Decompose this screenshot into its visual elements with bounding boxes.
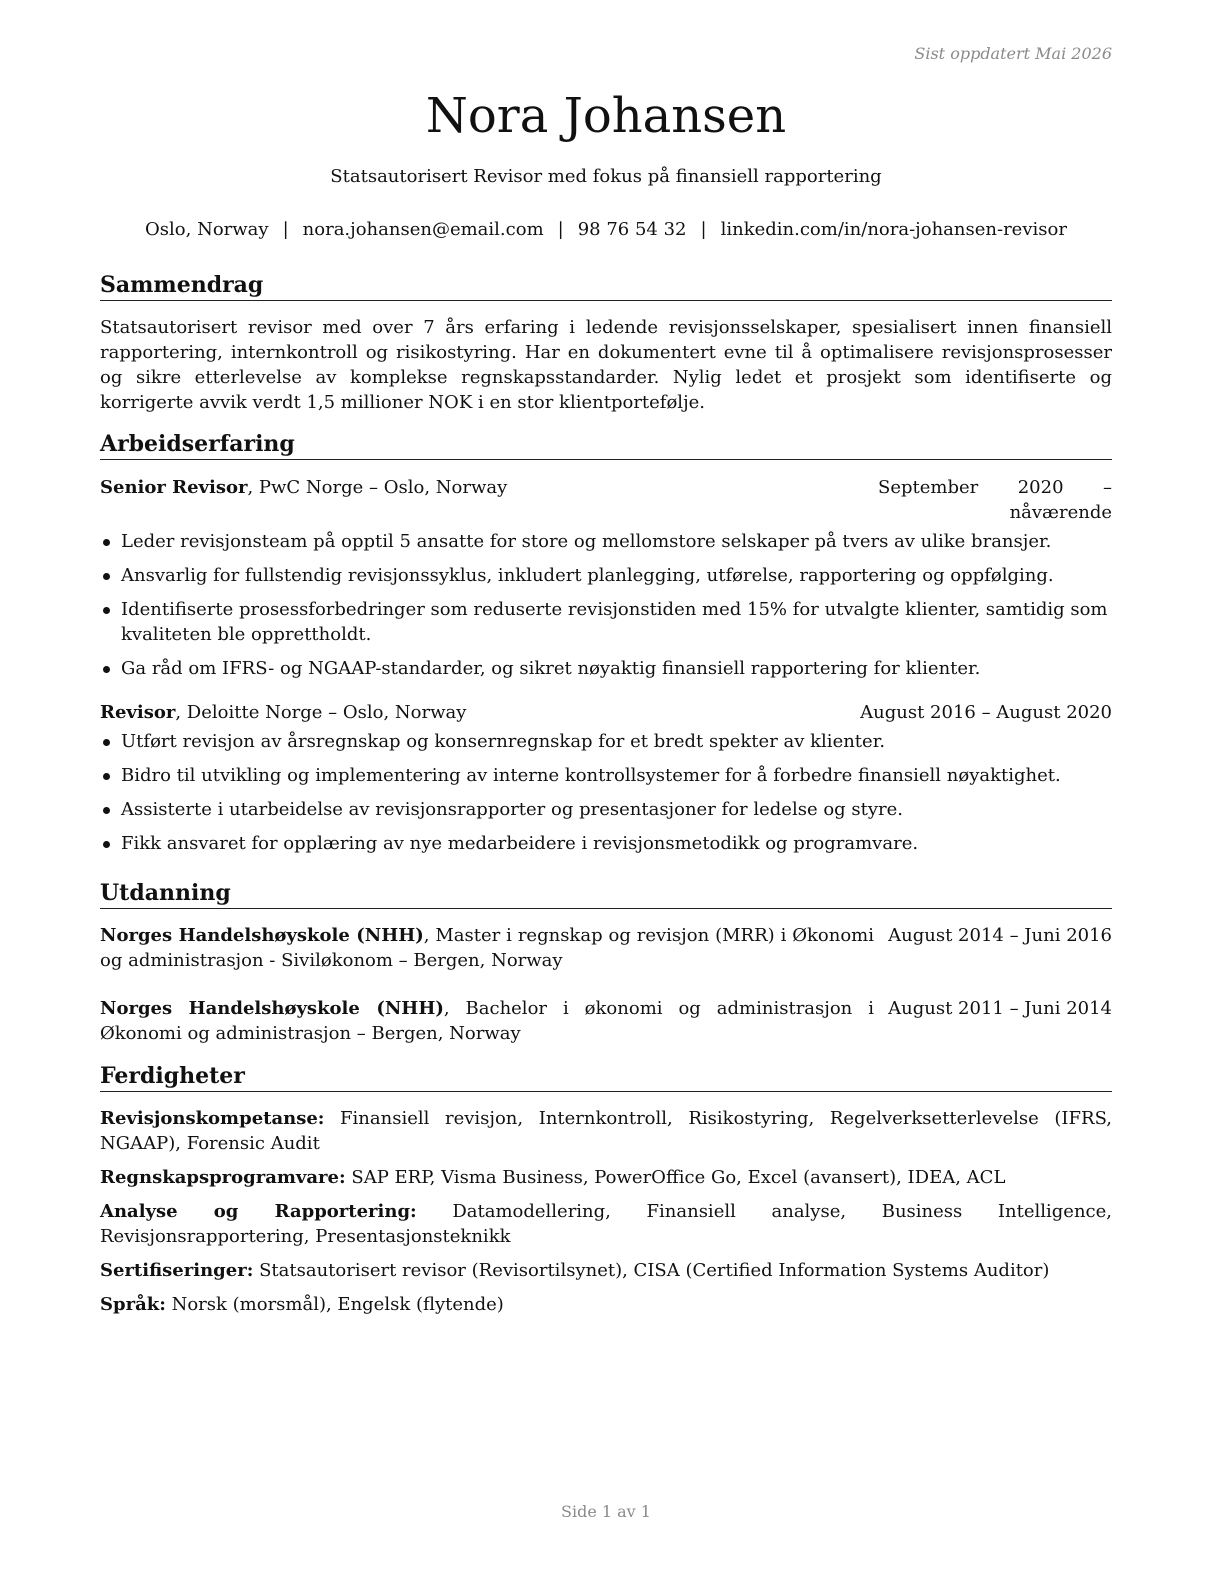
list-item: Ga råd om IFRS- og NGAAP-standarder, og sikret nøyaktig finansiell rapportering for klienter. (100, 656, 1112, 681)
education-degree: , Master i regnskap og revisjon (MRR) i Økonomi og administrasjon - Siviløkonom – Bergen, Norway (100, 925, 874, 971)
skill-value: Norsk (morsmål), Engelsk (flytende) (165, 1294, 504, 1315)
section-heading-skills: Ferdigheter (100, 1062, 1112, 1092)
skill-label: Sertifiseringer: (100, 1260, 254, 1281)
contact-phone: 98 76 54 32 (577, 219, 687, 240)
contact-separator: | (282, 219, 289, 240)
education-school: Norges Handelshøyskole (NHH) (100, 925, 424, 946)
section-heading-education: Utdanning (100, 879, 1112, 909)
skill-row (100, 1258, 1112, 1283)
contact-separator: | (700, 219, 707, 240)
section-heading-summary: Sammendrag (100, 271, 1112, 301)
contact-line (100, 219, 1112, 240)
candidate-tagline: Statsautorisert Revisor med fokus på finansiell rapportering (330, 166, 882, 187)
list-item: Ansvarlig for fullstendig revisjonssyklus, inkludert planlegging, utførelse, rapportering og oppfølging. (100, 563, 1112, 588)
job-bullets (100, 729, 1112, 856)
contact-linkedin[interactable]: linkedin.com/in/nora-johansen-revisor (720, 219, 1067, 240)
education-entry (100, 996, 1112, 1046)
education-dates: August 2011 – Juni 2014 (888, 998, 1112, 1019)
list-item: Utført revisjon av årsregnskap og konsernregnskap for et bredt spekter av klienter. (100, 729, 1112, 754)
skill-row (100, 1199, 1112, 1249)
section-heading-experience: Arbeidserfaring (100, 430, 1112, 460)
job-header (100, 700, 1112, 725)
skill-label: Regnskapsprogramvare: (100, 1167, 346, 1188)
list-item: Bidro til utvikling og implementering av interne kontrollsystemer for å forbedre finansiell nøyaktighet. (100, 763, 1112, 788)
summary-text: Statsautorisert revisor med over 7 års erfaring i ledende revisjonsselskaper, spesialisert innen finansiell rapportering, internkontroll og risikostyring. Har en dokumentert evne til å optimalisere revisjonsprosesser og sikre etterlevelse av komplekse regnskapsstandarder. Nylig ledet et prosjekt som identifiserte og korrigerte avvik verdt 1,5 millioner NOK i en stor klientportefølje. (100, 317, 1112, 413)
job-header (100, 475, 1112, 525)
page-number: Side 1 av 1 (561, 1502, 651, 1521)
contact-location: Oslo, Norway (145, 219, 269, 240)
last-updated-note: Sist oppdatert Mai 2026 (914, 44, 1112, 63)
job-bullets (100, 529, 1112, 681)
job-entry (100, 700, 1112, 856)
skill-label: Revisjonskompetanse: (100, 1108, 325, 1129)
list-item: Leder revisjonsteam på opptil 5 ansatte for store og mellomstore selskaper på tvers av ulike bransjer. (100, 529, 1112, 554)
skill-value: SAP ERP, Visma Business, PowerOffice Go, Excel (avansert), IDEA, ACL (345, 1167, 1006, 1188)
skill-row (100, 1165, 1112, 1190)
list-item: Identifiserte prosessforbedringer som reduserte revisjonstiden med 15% for utvalgte klienter, samtidig som kvaliteten ble opprettholdt. (100, 597, 1112, 647)
skill-label: Analyse og Rapportering: (100, 1201, 417, 1222)
skill-value: Finansiell revisjon, Internkontroll, Risikostyring, Regelverksetterlevelse (IFRS, NGAAP), Forensic Audit (100, 1108, 1112, 1154)
job-title: Revisor (100, 702, 176, 723)
list-item: Fikk ansvaret for opplæring av nye medarbeidere i revisjonsmetodikk og programvare. (100, 831, 1112, 856)
list-item: Assisterte i utarbeidelse av revisjonsrapporter og presentasjoner for ledelse og styre. (100, 797, 1112, 822)
skills-list (100, 1106, 1112, 1317)
experience-section (100, 430, 1112, 865)
skill-value: Datamodellering, Finansiell analyse, Business Intelligence, Revisjonsrapportering, Presentasjonsteknikk (100, 1201, 1112, 1247)
contact-email[interactable]: nora.johansen@email.com (302, 219, 544, 240)
skill-row (100, 1292, 1112, 1317)
resume-page (100, 0, 1112, 1584)
job-title: Senior Revisor (100, 477, 248, 498)
contact-separator: | (557, 219, 564, 240)
skills-section (100, 1062, 1112, 1326)
education-school: Norges Handelshøyskole (NHH) (100, 998, 444, 1019)
job-company: , Deloitte Norge – Oslo, Norway (175, 702, 467, 723)
education-degree: , Bachelor i økonomi og administrasjon i Økonomi og administrasjon – Bergen, Norway (100, 998, 874, 1044)
job-dates: August 2016 – August 2020 (860, 702, 1112, 723)
education-dates: August 2014 – Juni 2016 (888, 925, 1112, 946)
job-dates: September 2020 – nåværende (878, 477, 1112, 523)
job-entry (100, 475, 1112, 681)
job-company: , PwC Norge – Oslo, Norway (247, 477, 508, 498)
education-entry (100, 923, 1112, 973)
summary-section (100, 271, 1112, 415)
candidate-name: Nora Johansen (425, 88, 787, 144)
skill-row (100, 1106, 1112, 1156)
skill-value: Statsautorisert revisor (Revisortilsynet), CISA (Certified Information Systems Auditor) (253, 1260, 1050, 1281)
education-section (100, 879, 1112, 1046)
skill-label: Språk: (100, 1294, 166, 1315)
